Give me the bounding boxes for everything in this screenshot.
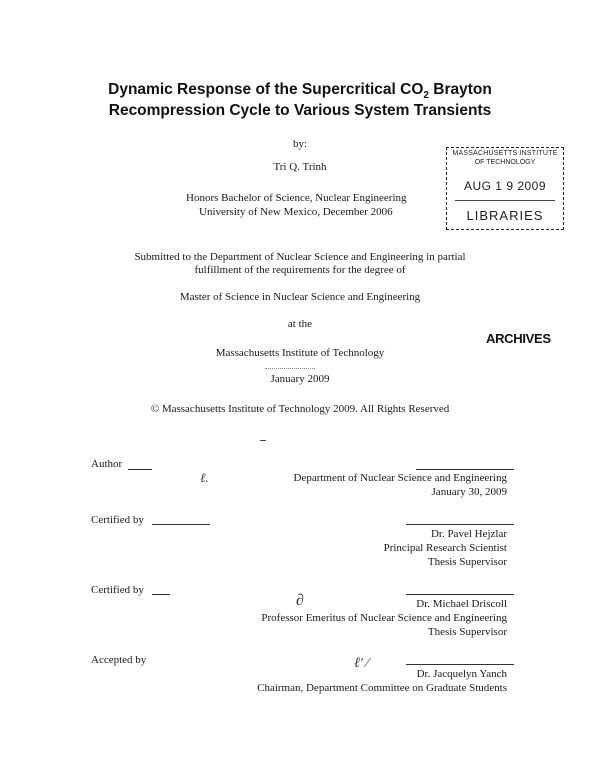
certified2-title1: Professor Emeritus of Nuclear Science and Engineering (261, 612, 507, 624)
certified2-title2: Thesis Supervisor (427, 626, 507, 638)
submission-date: January 2009 (270, 373, 330, 385)
library-stamp (446, 147, 564, 230)
certified1-label: Certified by (91, 514, 144, 526)
title-line1-post: Brayton (428, 81, 492, 98)
accepted-label: Accepted by (91, 654, 147, 666)
at-the: at the (287, 318, 313, 330)
accepted-name: Dr. Jacquelyn Yanch (416, 668, 507, 680)
degree-name: Master of Science in Nuclear Science and Engineering (179, 291, 421, 303)
certified1-name: Dr. Pavel Hejzlar (430, 528, 507, 540)
certified1-title2: Thesis Supervisor (427, 556, 507, 568)
submission-line-2: fulfillment of the requirements for the degree of (194, 264, 406, 276)
author-sign-label: Author (91, 458, 123, 470)
thesis-title-line-2: Recompression Cycle to Various System Transients (108, 102, 492, 119)
stamp-divider (455, 200, 555, 201)
signature-scribble-3: ℓ′ ∕ (354, 656, 369, 671)
accepted-signature-line (406, 664, 514, 665)
author-sign-date: January 30, 2009 (431, 486, 507, 498)
by-label: by: (292, 138, 308, 150)
author-name: Tri Q. Trinh (273, 161, 327, 173)
stamp-label: LIBRARIES (466, 208, 544, 223)
author-signature-line (416, 469, 514, 470)
signature-scribble-2: ∂ (296, 592, 304, 609)
faint-mark (265, 362, 315, 369)
author-school: University of New Mexico, December 2006 (199, 206, 393, 218)
stamp-institution-line1: MASSACHUSETTS INSTITUTE (452, 150, 558, 157)
signature-mark: ℓ. (200, 470, 209, 485)
stamp-date: AUG 1 9 2009 (463, 179, 547, 193)
certified2-name: Dr. Michael Driscoll (416, 598, 507, 610)
title-line1-pre: Dynamic Response of the Supercritical CO (108, 81, 424, 98)
certified2-label: Certified by (91, 584, 144, 596)
small-dash (260, 440, 266, 441)
stamp-institution-line2: OF TECHNOLOGY (474, 159, 536, 166)
author-department: Department of Nuclear Science and Engineering (293, 472, 507, 484)
certified1-signature-line (406, 524, 514, 525)
author-label-line (128, 469, 152, 470)
certified1-title1: Principal Research Scientist (383, 542, 507, 554)
archives-label: ARCHIVES (486, 331, 551, 346)
copyright-notice: © Massachusetts Institute of Technology 2009. All Rights Reserved (150, 403, 450, 415)
accepted-title1: Chairman, Department Committee on Graduate Students (257, 682, 507, 694)
title-subscript: 2 (423, 90, 429, 102)
certified2-signature-line (406, 594, 514, 595)
certified1-label-line (152, 524, 210, 525)
author-degree: Honors Bachelor of Science, Nuclear Engineering (186, 192, 407, 204)
submission-line-1: Submitted to the Department of Nuclear Science and Engineering in partial (134, 251, 466, 263)
certified2-label-line (152, 594, 170, 595)
institute-name: Massachusetts Institute of Technology (215, 347, 385, 359)
